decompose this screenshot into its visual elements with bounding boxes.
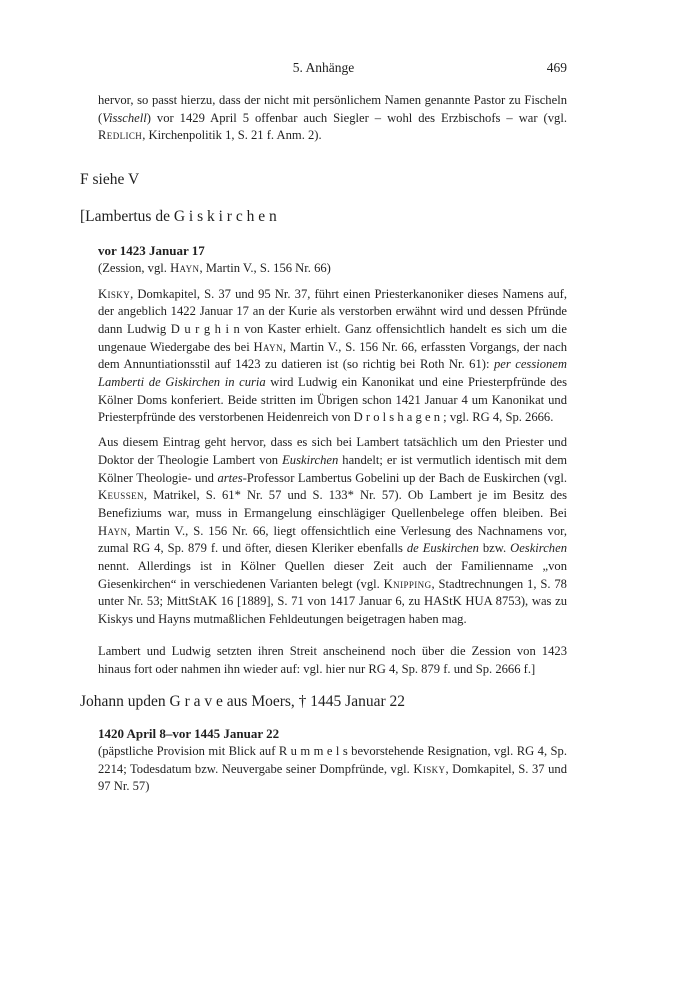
entry1-heading: [Lambertus de G i s k i r c h e n xyxy=(80,208,277,226)
entry2-date-block xyxy=(98,725,567,796)
entry2-heading: Johann upden G r a v e aus Moers, † 1445 Januar 22 xyxy=(80,693,406,711)
running-header xyxy=(80,60,567,78)
paragraph-intro: hervor, so passt hierzu, dass der nicht mit persönlichem Namen genannte Pastor zu Fischeln (Visschell) vor 1429 April 5 offenbar auch Siegler – wohl des Erzbischofs – war (vgl. Redlich, Kirchenpolitik 1, S. 21 f. Anm. 2). xyxy=(98,93,567,143)
entry1-paragraph-1: Kisky, Domkapitel, S. 37 und 95 Nr. 37, führt einen Priesterkanoniker dieses Namens auf, der angeblich 1422 Januar 17 an der Kurie als verstorben erwähnt wird und dessen Pfründe dann Ludwig D u r g h i n von Kaster erhielt. Ganz offensichtlich handelt es sich um die ungenaue Wiedergabe des bei Hayn, Martin V., S. 156 Nr. 66, erfassten Vorgangs, der nach dem Annuntiationsstil auf 1423 zu datieren ist (so richtig bei Roth Nr. 61): per cessionem Lamberti de Giskirchen in curia wird Ludwig ein Kanonikat und eine Priesterpfründe des Kölner Doms konferiert. Beide stritten im Übrigen schon 1421 Januar 4 um Kanonikat und Priesterpfründe des verstorbenen Heidenreich von D r o l s h a g e n ; vgl. RG 4, Sp. 2666. xyxy=(98,286,568,425)
running-header-title: 5. Anhänge xyxy=(292,60,355,75)
text-block xyxy=(80,60,567,796)
entry1-date-block xyxy=(98,242,567,277)
entry1-paragraph-3: Lambert und Ludwig setzten ihren Streit anscheinend noch über die Zession von 1423 hinaus fort oder nahmen ihn wieder auf: vgl. hier nur RG 4, Sp. 879 f. und Sp. 2666 f.] xyxy=(98,643,567,676)
entry2-source-note: (päpstliche Provision mit Blick auf R u m m e l s bevorstehende Resignation, vgl. RG 4, Sp. 2214; Todesdatum bzw. Neuvergabe seiner Dompfründe, vgl. Kisky, Domkapitel, S. 37 und 97 Nr. 57) xyxy=(98,743,567,794)
entry1-date-line: vor 1423 Januar 17 xyxy=(98,243,205,259)
entry1-source-note: (Zession, vgl. Hayn, Martin V., S. 156 Nr. 66) xyxy=(98,260,331,275)
entry2-date-line: 1420 April 8–vor 1445 Januar 22 xyxy=(98,726,280,742)
page-number: 469 xyxy=(546,60,567,75)
entry1-paragraph-2: Aus diesem Eintrag geht hervor, dass es sich bei Lambert tatsächlich um den Priester und Doktor der Theologie Lambert von Euskirchen handelt; er ist vermutlich identisch mit dem Kölner Theologie- und artes-Professor Lambertus Gobelini up der Bach de Euskirchen (vgl. Keussen, Matrikel, S. 61* Nr. 57 und S. 133* Nr. 57). Ob Lambert je im Besitz des Benefiziums war, muss in Ermangelung einschlägiger Quellenbelege offen bleiben. Bei Hayn, Martin V., S. 156 Nr. 66, liegt offensichtlich eine Verlesung des Nachnamens vor, zumal RG 4, Sp. 879 f. und öfter, diesen Kleriker ebenfalls de Euskirchen bzw. Oeskirchen nennt. Allerdings ist in Kölner Quellen dieser Zeit auch der Familienname „von Giesenkirchen“ in verschiedenen Varianten belegt (vgl. Knipping, Stadtrechnungen 1, S. 78 unter Nr. 53; MittStAK 16 [1889], S. 71 von 1417 Januar 6, zu HAStK HUA 8753), was zu Kiskys und Hayns mutmaßlichen Fehldeutungen beigetragen haben mag. xyxy=(98,435,568,627)
cross-reference: F siehe V xyxy=(80,171,140,189)
